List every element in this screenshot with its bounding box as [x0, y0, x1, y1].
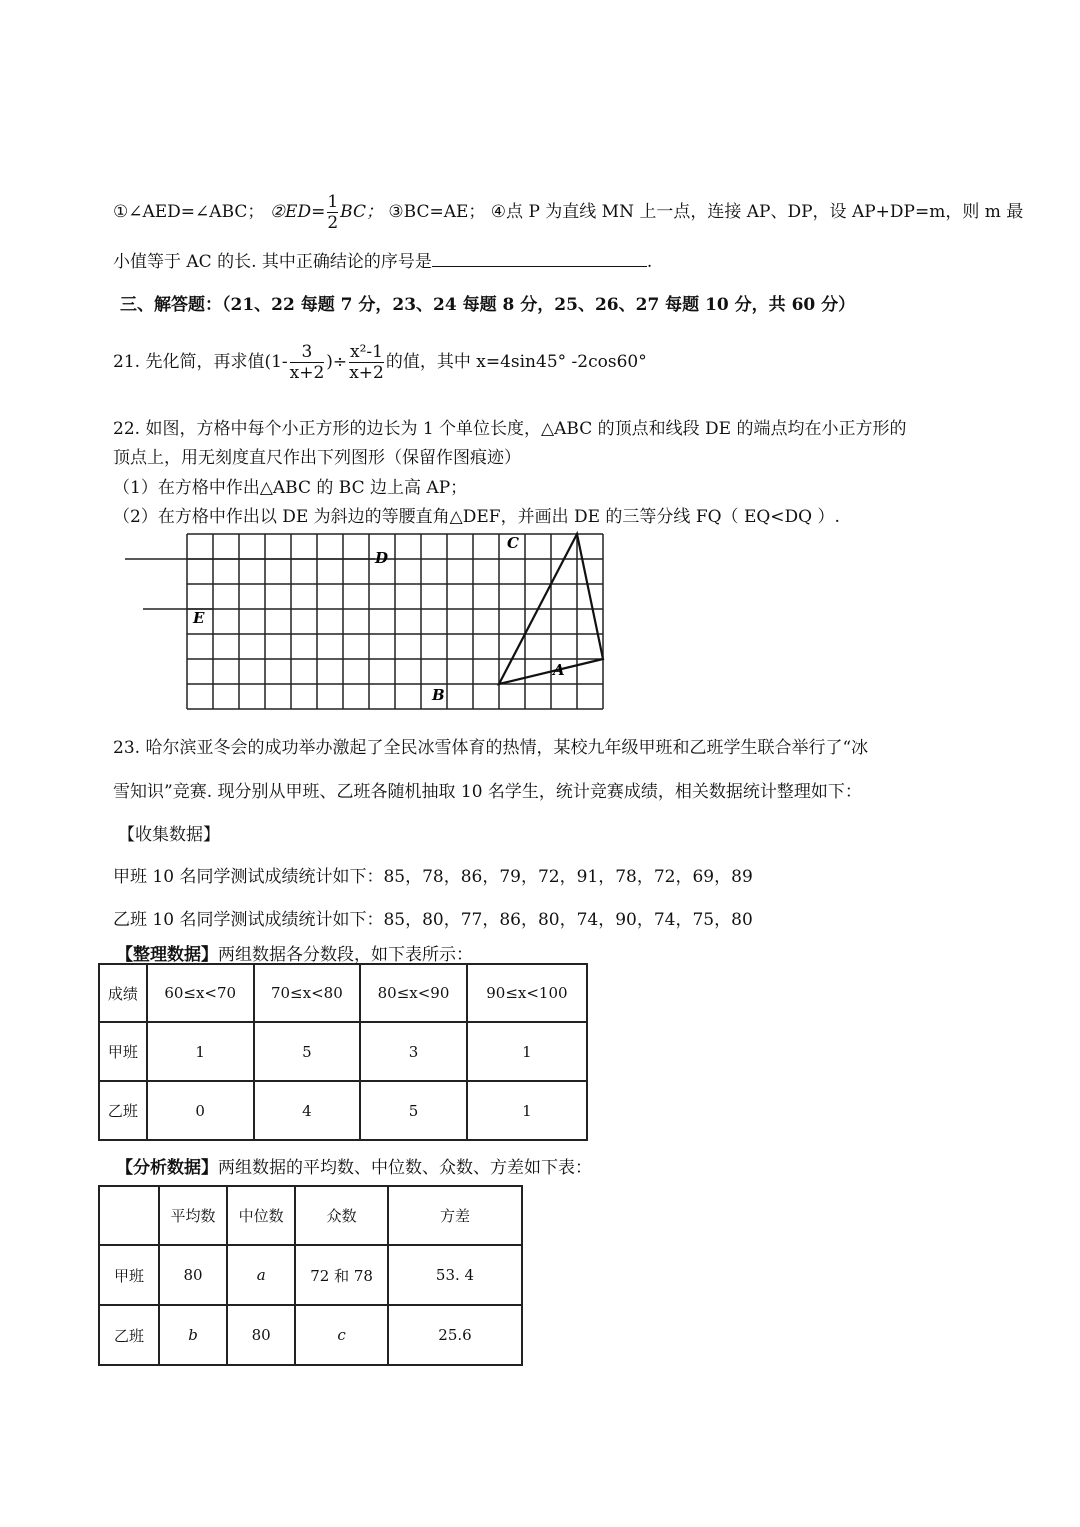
option-1: ①∠AED=∠ABC； — [113, 202, 265, 222]
section-heading: 三、解答题：（21、22 每题 7 分，23、24 每题 8 分，25、26、27 每题 10 分，共 60 分） — [120, 295, 856, 315]
table-header-row — [99, 964, 587, 1022]
option-2: ②ED= — [269, 202, 326, 222]
denominator: 2 — [327, 213, 339, 233]
option-2-tail: BC； — [340, 202, 383, 222]
q23-line1: 23. 哈尔滨亚冬会的成功举办激起了全民冰雪体育的热情，某校九年级甲班和乙班学生联合举行了“冰 — [113, 738, 869, 758]
table-cell: 4 — [254, 1081, 361, 1140]
table-row — [99, 1245, 522, 1305]
table-cell: 1 — [147, 1022, 254, 1081]
header-cell: 成绩 — [99, 964, 147, 1022]
organize-text: 两组数据各分数段，如下表所示： — [218, 945, 473, 965]
table-cell: 3 — [360, 1022, 467, 1081]
denominator: x+2 — [349, 363, 384, 383]
analyze-text: 两组数据的平均数、中位数、众数、方差如下表： — [218, 1158, 592, 1178]
collect-heading: 【收集数据】 — [118, 825, 220, 845]
header-cell: 70≤x<80 — [254, 964, 361, 1022]
organize-line — [116, 940, 473, 965]
label-c: C — [507, 534, 519, 552]
organize-tag: 【整理数据】 — [116, 945, 218, 965]
header-cell: 方差 — [388, 1186, 522, 1245]
table-row — [99, 1022, 587, 1081]
header-cell: 90≤x<100 — [467, 964, 587, 1022]
analyze-tag: 【分析数据】 — [116, 1158, 218, 1178]
statistics-table — [98, 1185, 523, 1366]
frequency-table — [98, 963, 588, 1141]
numerator: 3 — [290, 342, 325, 363]
fraction-2 — [349, 342, 384, 383]
header-cell: 中位数 — [227, 1186, 295, 1245]
analyze-line — [116, 1153, 592, 1178]
q20-line2 — [113, 247, 652, 272]
q23-line2: 雪知识”竞赛. 现分别从甲班、乙班各随机抽取 10 名学生，统计竞赛成绩，相关数据统计整理如下： — [113, 782, 862, 802]
denominator: x+2 — [289, 363, 325, 383]
row-label-cell: 甲班 — [99, 1022, 147, 1081]
grid-lines — [187, 534, 603, 709]
label-b: B — [432, 686, 445, 704]
header-cell — [99, 1186, 159, 1245]
header-cell: 80≤x<90 — [360, 964, 467, 1022]
table-cell: 0 — [147, 1081, 254, 1140]
q22-line1: 22. 如图，方格中每个小正方形的边长为 1 个单位长度，△ABC 的顶点和线段 DE 的端点均在小正方形的 — [113, 419, 907, 439]
q21-text: 21. 先化简，再求值(1- — [113, 352, 288, 372]
table-cell: 5 — [360, 1081, 467, 1140]
row-label-cell: 乙班 — [99, 1305, 159, 1365]
table-cell: 1 — [467, 1022, 587, 1081]
yi-scores: 乙班 10 名同学测试成绩统计如下：85，80，77，86，80，74，90，74，75，80 — [113, 910, 753, 930]
table-cell: 5 — [254, 1022, 361, 1081]
grid-figure — [125, 530, 615, 720]
fraction — [327, 192, 338, 233]
label-a: A — [553, 661, 565, 679]
q22-line4: （2）在方格中作出以 DE 为斜边的等腰直角△DEF，并画出 DE 的三等分线 FQ（ EQ<DQ ）. — [113, 507, 840, 527]
fraction-1 — [290, 342, 325, 383]
option-3: ③BC=AE； — [388, 202, 486, 222]
table-cell: 1 — [467, 1081, 587, 1140]
header-cell: 平均数 — [159, 1186, 227, 1245]
numerator: 1 — [327, 192, 339, 212]
q20-text: 小值等于 AC 的长. 其中正确结论的序号是 — [113, 252, 432, 272]
row-label-cell: 乙班 — [99, 1081, 147, 1140]
table-row — [99, 1081, 587, 1140]
divide: )÷ — [326, 352, 348, 372]
row-label-cell: 甲班 — [99, 1245, 159, 1305]
table-cell: b — [159, 1305, 227, 1365]
table-header-row — [99, 1186, 522, 1245]
header-cell: 60≤x<70 — [147, 964, 254, 1022]
jia-scores: 甲班 10 名同学测试成绩统计如下：85，78，86，79，72，91，78，72，69，89 — [113, 867, 753, 887]
label-d: D — [375, 549, 389, 567]
table-cell: 80 — [159, 1245, 227, 1305]
option-4: ④点 P 为直线 MN 上一点，连接 AP、DP，设 AP+DP=m，则 m 最 — [490, 202, 1024, 222]
table-cell: 53. 4 — [388, 1245, 522, 1305]
table-cell: 80 — [227, 1305, 295, 1365]
table-cell: 72 和 78 — [295, 1245, 388, 1305]
table-cell: 25.6 — [388, 1305, 522, 1365]
q21 — [113, 342, 647, 383]
table-cell: a — [227, 1245, 295, 1305]
numerator: x²-1 — [350, 342, 383, 362]
answer-blank — [432, 252, 647, 267]
table-cell: c — [295, 1305, 388, 1365]
q22-line3: （1）在方格中作出△ABC 的 BC 边上高 AP； — [113, 478, 468, 498]
q21-tail: 的值，其中 x=4sin45° -2cos60° — [385, 352, 647, 372]
table-row — [99, 1305, 522, 1365]
period: . — [646, 252, 653, 272]
header-cell: 众数 — [295, 1186, 388, 1245]
q20-options — [113, 192, 1023, 233]
label-e: E — [193, 609, 205, 627]
q22-line2: 顶点上，用无刻度直尺作出下列图形（保留作图痕迹） — [113, 448, 521, 468]
